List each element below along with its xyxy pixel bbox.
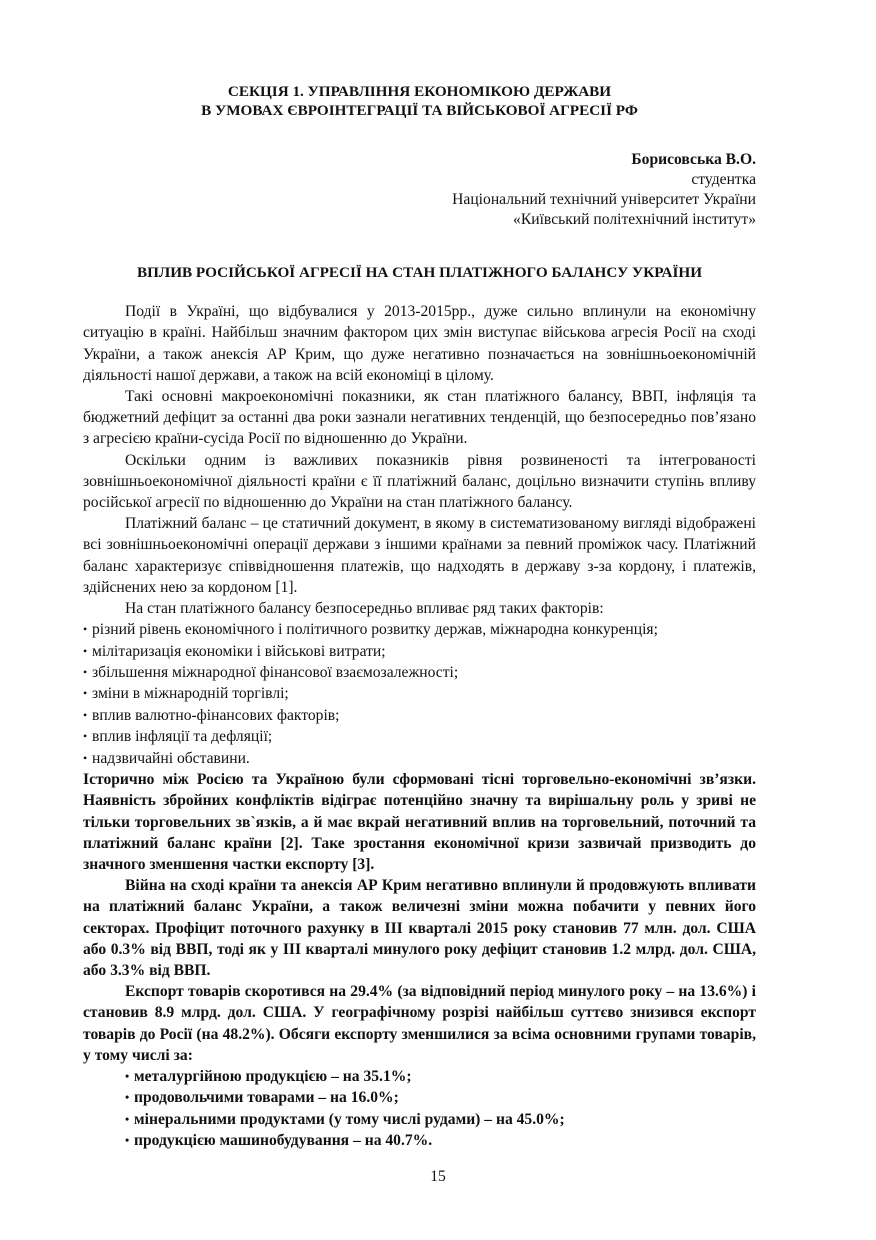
bullet-icon: • bbox=[83, 750, 88, 765]
list-item-text: мінеральними продуктами (у тому числі рудами) – на 45.0%; bbox=[134, 1110, 565, 1128]
bullet-icon: • bbox=[83, 686, 88, 701]
list-item bbox=[83, 1109, 756, 1130]
list-item-text: продовольчими товарами – на 16.0%; bbox=[134, 1089, 399, 1107]
paragraph-1: Події в Україні, що відбувалися у 2013-2015рр., дуже сильно вплинули на економічну ситуацію в країні. Найбільш значним фактором цих змін виступає військова агресія Росії на сході України, а також анексія АР Крим, що дуже негативно позначається на зовнішньоекономічній діяльності нашої держави, а також на всій економіці в цілому. bbox=[83, 303, 756, 384]
paragraph-4: Платіжний баланс – це статичний документ, в якому в систематизованому вигляді відображені всі зовнішньоекономічні операції держави з іншими країнами за певний проміжок часу. Платіжний баланс характеризує співвідношення платежів, що надходять в державу з-за кордону, і платежів, здійснених нею за кордоном [1]. bbox=[83, 515, 756, 596]
bullet-icon: • bbox=[83, 643, 88, 658]
list-item-text: продукцією машинобудування – на 40.7%. bbox=[134, 1132, 433, 1150]
list-item-text: вплив валютно-фінансових факторів; bbox=[92, 706, 340, 724]
list-item bbox=[83, 726, 756, 747]
list-item-text: зміни в міжнародній торгівлі; bbox=[92, 685, 289, 703]
section-title bbox=[83, 82, 756, 120]
paragraph-2: Такі основні макроекономічні показники, як стан платіжного балансу, ВВП, інфляція та бюджетний дефіцит за останні два роки зазнали негативних тенденцій, що безпосередньо пов’язано з агресією країни-сусіда Росії по відношенню до України. bbox=[83, 388, 756, 448]
list-item bbox=[83, 1130, 756, 1151]
section-title-line-1: СЕКЦІЯ 1. УПРАВЛІННЯ ЕКОНОМІКОЮ ДЕРЖАВИ bbox=[227, 83, 612, 100]
bullet-icon: • bbox=[83, 729, 88, 744]
bold-section bbox=[83, 769, 756, 1066]
factors-list bbox=[83, 619, 756, 769]
bullet-icon: • bbox=[125, 1111, 130, 1126]
list-item bbox=[83, 683, 756, 704]
list-item bbox=[83, 662, 756, 683]
export-groups-list bbox=[83, 1066, 756, 1152]
author-name: Борисовська В.О. bbox=[631, 151, 756, 168]
page-content bbox=[83, 82, 756, 1152]
list-item-text: збільшення міжнародної фінансової взаємозалежності; bbox=[92, 664, 459, 682]
list-item bbox=[83, 619, 756, 640]
author-university: Національний технічний університет України bbox=[452, 191, 756, 208]
bullet-icon: • bbox=[125, 1068, 130, 1083]
article-title: ВПЛИВ РОСІЙСЬКОЇ АГРЕСІЇ НА СТАН ПЛАТІЖНОГО БАЛАНСУ УКРАЇНИ bbox=[136, 264, 703, 281]
list-item bbox=[83, 748, 756, 769]
list-item-text: металургійною продукцією – на 35.1%; bbox=[134, 1067, 412, 1085]
bullet-icon: • bbox=[83, 707, 88, 722]
bullet-icon: • bbox=[83, 622, 88, 637]
author-role: студентка bbox=[691, 171, 756, 188]
author-institute: «Київський політехнічний інститут» bbox=[513, 211, 756, 228]
page-number: 15 bbox=[430, 1168, 446, 1185]
list-item-text: різний рівень економічного і політичного розвитку держав, міжнародна конкуренція; bbox=[92, 621, 658, 639]
list-item-text: вплив інфляції та дефляції; bbox=[92, 728, 273, 746]
bold-paragraph-1: Історично між Росією та Україною були сформовані тісні торговельно-економічні зв’язки. Наявність збройних конфліктів відіграє потенційно значну та вирішальну роль у зриві не тільки торговельних зв`язків, а й має вкрай негативний вплив на торговельний, поточний та платіжний баланс країни [2]. Таке зростання економічної кризи зазвичай призводить до значного зменшення частки експорту [3]. bbox=[83, 771, 756, 873]
list-item bbox=[83, 1087, 756, 1108]
bold-paragraph-3: Експорт товарів скоротився на 29.4% (за відповідний період минулого року – на 13.6%) і становив 8.9 млрд. дол. США. У географічному розрізі найбільш суттєво знизився експорт товарів до Росії (на 48.2%). Обсяги експорту зменшилися за всіма основними групами товарів, у тому числі за: bbox=[83, 983, 756, 1064]
paragraph-3: Оскільки одним із важливих показників рівня розвиненості та інтегрованості зовнішньоекономічної діяльності країни є її платіжний баланс, доцільно визначити ступінь впливу російської агресії по відношенню до України на стан платіжного балансу. bbox=[83, 451, 756, 512]
bullet-icon: • bbox=[125, 1090, 130, 1105]
list-item bbox=[83, 1066, 756, 1087]
list-item-text: надзвичайні обставини. bbox=[92, 749, 250, 767]
list-item bbox=[83, 641, 756, 662]
bullet-icon: • bbox=[125, 1133, 130, 1148]
author-block bbox=[83, 150, 756, 230]
section-title-line-2: В УМОВАХ ЄВРОІНТЕГРАЦІЇ ТА ВІЙСЬКОВОЇ АГРЕСІЇ РФ bbox=[201, 102, 638, 119]
bold-paragraph-2: Війна на сході країни та анексія АР Крим негативно вплинули й продовжують впливати на платіжний баланс України, а також величезні зміни можна побачити у певних його секторах. Профіцит поточного рахунку в III кварталі 2015 року становив 77 млн. дол. США або 0.3% від ВВП, тоді як у III кварталі минулого року дефіцит становив 1.2 млрд. дол. США, або 3.3% від ВВП. bbox=[83, 877, 756, 979]
paragraph-5: На стан платіжного балансу безпосередньо впливає ряд таких факторів: bbox=[125, 600, 604, 618]
list-item-text: мілітаризація економіки і військові витрати; bbox=[92, 642, 386, 660]
bullet-icon: • bbox=[83, 665, 88, 680]
list-item bbox=[83, 705, 756, 726]
